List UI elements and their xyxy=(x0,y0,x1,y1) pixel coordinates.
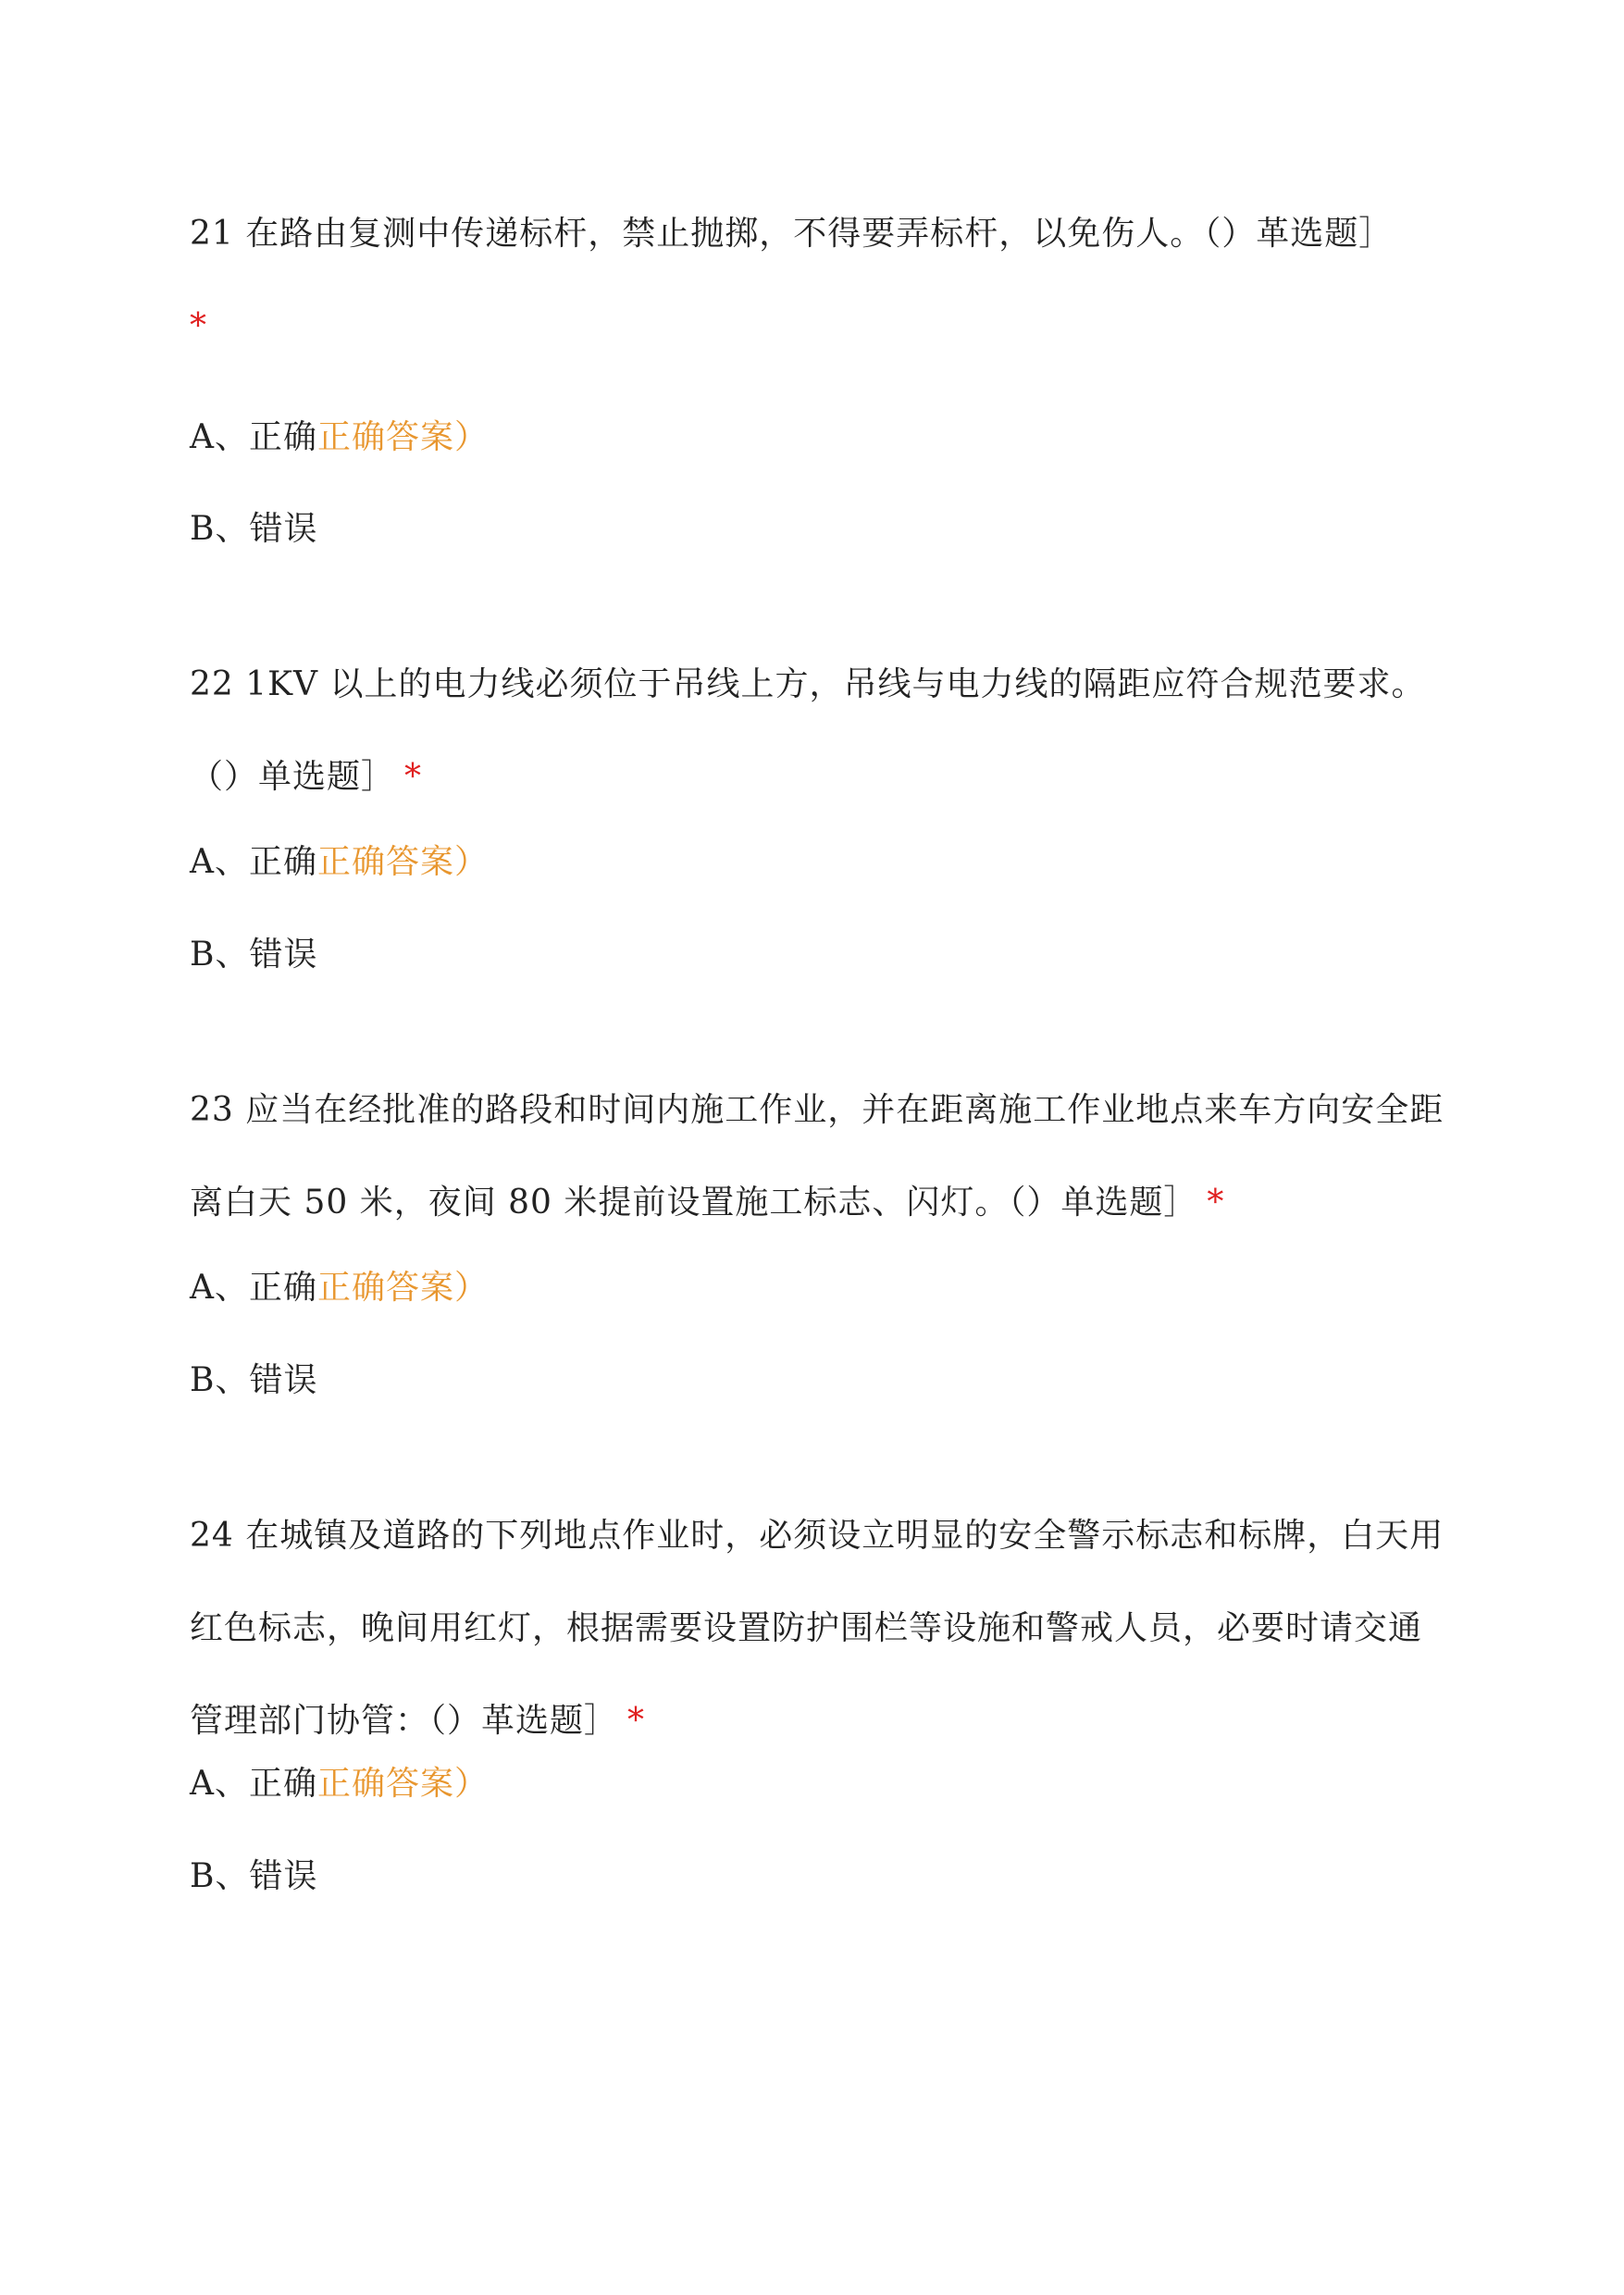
option-label: B、错误 xyxy=(190,1857,318,1895)
option-a[interactable] xyxy=(190,839,489,886)
option-b[interactable] xyxy=(190,1854,317,1900)
question-24 xyxy=(190,1490,1448,1768)
option-b[interactable] xyxy=(190,506,317,552)
option-label: B、错误 xyxy=(190,1361,318,1399)
question-21 xyxy=(190,188,1448,373)
option-b[interactable] xyxy=(190,932,317,978)
required-star: * xyxy=(1207,1184,1225,1222)
correct-answer-tag: 正确答案） xyxy=(317,418,490,456)
option-label: B、错误 xyxy=(190,510,318,548)
option-a[interactable] xyxy=(190,1761,489,1807)
question-text: 22 1KV 以上的电力线必须位于吊线上方，吊线与电力线的隔距应符合规范要求。（）单选题］ xyxy=(190,665,1426,796)
option-label: A、正确 xyxy=(190,1269,317,1307)
question-22 xyxy=(190,639,1448,824)
option-label: A、正确 xyxy=(190,843,317,881)
required-star: * xyxy=(627,1702,646,1740)
question-text: 24 在城镇及道路的下列地点作业时，必须设立明显的安全警示标志和标牌，白天用红色标志，晚间用红灯，根据需要设置防护围栏等设施和警戒人员，必要时请交通管理部门协管：（）革选题］ xyxy=(190,1517,1444,1740)
question-text: 21 在路由复测中传递标杆，禁止抛掷，不得要弄标杆，以免伤人。（）革选题］ xyxy=(190,215,1394,253)
required-star: * xyxy=(404,758,423,796)
option-b[interactable] xyxy=(190,1358,317,1404)
required-star: * xyxy=(190,307,207,345)
correct-answer-tag: 正确答案） xyxy=(317,1765,490,1803)
option-a[interactable] xyxy=(190,1265,489,1311)
option-label: A、正确 xyxy=(190,418,317,456)
question-23 xyxy=(190,1064,1448,1249)
correct-answer-tag: 正确答案） xyxy=(317,843,490,881)
question-text: 23 应当在经批准的路段和时间内施工作业，并在距离施工作业地点来车方向安全距离白天 50 米，夜间 80 米提前设置施工标志、闪灯。（）单选题］ xyxy=(190,1091,1444,1222)
option-a[interactable] xyxy=(190,415,489,461)
option-label: A、正确 xyxy=(190,1765,317,1803)
option-label: B、错误 xyxy=(190,936,318,974)
correct-answer-tag: 正确答案） xyxy=(317,1269,490,1307)
